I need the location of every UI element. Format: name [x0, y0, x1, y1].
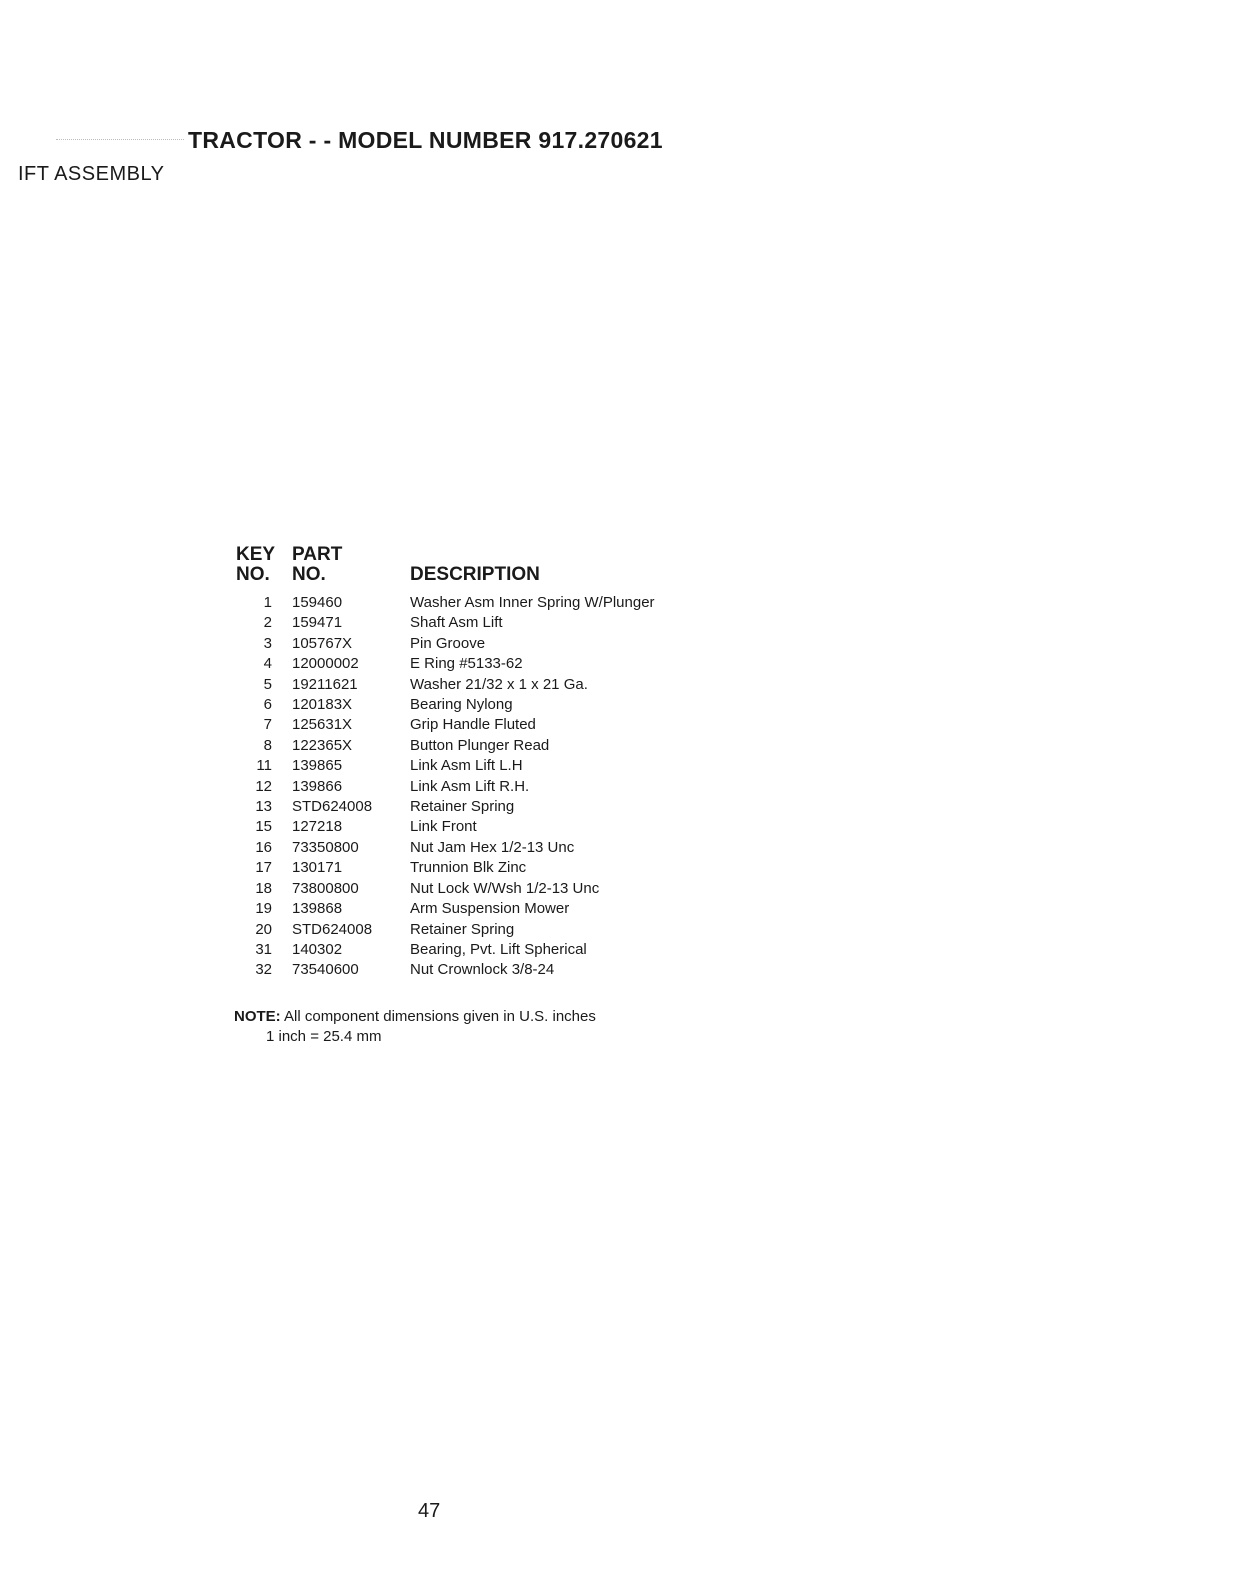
key-no-cell: 7 [263, 716, 272, 734]
table-row [236, 634, 710, 654]
description-cell: Washer Asm Inner Spring W/Plunger [410, 594, 655, 611]
table-row [236, 756, 710, 776]
note-text: All component dimensions given in U.S. inches [280, 1008, 596, 1025]
part-no-cell: 159460 [292, 594, 343, 611]
key-no-cell: 15 [255, 818, 272, 836]
table-row [236, 613, 710, 633]
description-cell: Link Front [410, 818, 477, 836]
key-no-header [236, 545, 292, 585]
key-no-cell: 2 [263, 614, 272, 632]
table-row [236, 920, 710, 940]
part-no-cell: 127218 [292, 818, 343, 836]
part-no-cell: 12000002 [292, 655, 359, 673]
part-header-line2: NO. [292, 564, 326, 585]
description-cell: Nut Lock W/Wsh 1/2-13 Unc [410, 879, 600, 897]
page-number: 47 [418, 1500, 441, 1522]
description-cell: Button Plunger Read [410, 736, 550, 754]
key-no-cell: 8 [263, 736, 272, 754]
table-row [236, 899, 710, 919]
key-no-cell: 1 [263, 594, 272, 611]
description-cell: E Ring #5133-62 [410, 655, 523, 673]
description-cell: Grip Handle Fluted [410, 716, 536, 734]
table-row [236, 879, 710, 899]
dimension-note [234, 1007, 596, 1047]
key-no-cell: 19 [255, 900, 272, 918]
description-cell: Trunnion Blk Zinc [410, 859, 527, 877]
header-dotted-lead [56, 139, 184, 142]
table-row [236, 817, 710, 837]
key-no-cell: 20 [255, 920, 272, 938]
part-no-cell: STD624008 [292, 920, 373, 938]
parts-table [236, 545, 710, 981]
description-cell: Nut Crownlock 3/8-24 [410, 961, 555, 979]
parts-table-header [236, 545, 710, 593]
key-no-cell: 3 [263, 634, 272, 652]
description-cell: Washer 21/32 x 1 x 21 Ga. [410, 675, 588, 693]
part-no-cell: 73350800 [292, 838, 359, 856]
description-cell: Bearing Nylong [410, 696, 513, 714]
part-no-cell: 105767X [292, 634, 353, 652]
section-title: IFT ASSEMBLY [18, 163, 165, 185]
table-row [236, 797, 710, 817]
description-cell: Arm Suspension Mower [410, 900, 570, 918]
description-cell: Link Asm Lift R.H. [410, 777, 530, 795]
part-no-cell: 73800800 [292, 879, 359, 897]
description-cell: Pin Groove [410, 634, 486, 652]
part-no-cell: 125631X [292, 716, 353, 734]
part-no-cell: STD624008 [292, 798, 373, 816]
note-conversion: 1 inch = 25.4 mm [266, 1028, 382, 1045]
key-header-line1: KEY [236, 544, 276, 565]
description-cell: Bearing, Pvt. Lift Spherical [410, 940, 587, 958]
table-row [236, 715, 710, 735]
table-row [236, 960, 710, 980]
table-row [236, 593, 710, 613]
parts-table-body [236, 593, 710, 981]
note-label: NOTE: [234, 1008, 281, 1025]
table-row [236, 654, 710, 674]
key-header-line2: NO. [236, 564, 270, 585]
part-no-cell: 120183X [292, 696, 353, 714]
key-no-cell: 12 [255, 777, 272, 795]
key-no-cell: 11 [256, 757, 272, 775]
table-row [236, 777, 710, 797]
key-no-cell: 16 [255, 838, 272, 856]
table-row [236, 940, 710, 960]
description-cell: Link Asm Lift L.H [410, 757, 523, 775]
key-no-cell: 18 [255, 879, 272, 897]
page-title: TRACTOR - - MODEL NUMBER 917.270621 [188, 127, 663, 153]
key-no-cell: 17 [255, 859, 272, 877]
key-no-cell: 6 [263, 696, 272, 714]
part-no-cell: 140302 [292, 940, 343, 958]
part-no-cell: 122365X [292, 736, 353, 754]
key-no-cell: 4 [263, 655, 272, 673]
part-no-cell: 19211621 [292, 675, 358, 693]
description-cell: Retainer Spring [410, 798, 515, 816]
part-no-cell: 159471 [292, 614, 343, 632]
table-row [236, 736, 710, 756]
key-no-cell: 13 [255, 798, 272, 816]
part-no-header [292, 545, 410, 585]
table-row [236, 675, 710, 695]
part-no-cell: 139866 [292, 777, 343, 795]
description-cell: Retainer Spring [410, 920, 515, 938]
table-row [236, 838, 710, 858]
key-no-cell: 32 [255, 961, 272, 979]
key-no-cell: 5 [263, 675, 272, 693]
table-row [236, 695, 710, 715]
description-cell: Nut Jam Hex 1/2-13 Unc [410, 838, 575, 856]
part-header-line1: PART [292, 544, 343, 565]
key-no-cell: 31 [255, 940, 272, 958]
part-no-cell: 139868 [292, 900, 343, 918]
table-row [236, 858, 710, 878]
description-cell: Shaft Asm Lift [410, 614, 503, 632]
part-no-cell: 130171 [292, 859, 343, 877]
part-no-cell: 139865 [292, 757, 343, 775]
description-header: DESCRIPTION [410, 564, 540, 585]
part-no-cell: 73540600 [292, 961, 359, 979]
